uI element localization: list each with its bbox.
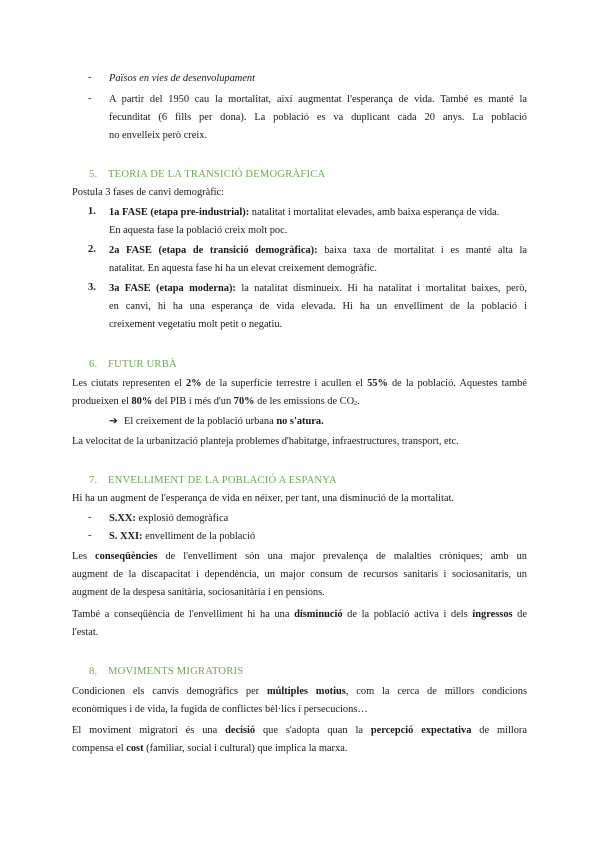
- text-run: produeixen el: [72, 396, 132, 407]
- phase-item-1: [109, 206, 527, 220]
- paragraph-line: Hi ha un augment de l'esperança de vida en néixer, per tant, una disminució de la mortalitat.: [72, 493, 455, 504]
- text-run: El moviment migratori és una: [72, 725, 226, 736]
- arrow-item: [124, 415, 579, 429]
- phase-item-2: [109, 244, 527, 258]
- bold-text: múltiples motius: [266, 686, 346, 697]
- bold-text: percepció expectativa: [370, 725, 472, 736]
- numbered-marker: 3.: [88, 282, 96, 293]
- paragraph-line: [72, 724, 527, 738]
- section-title: TEORIA DE LA TRANSICIÓ DEMOGRÀFICA: [108, 169, 326, 180]
- numbered-marker: 2.: [88, 244, 96, 255]
- paragraph-line: augment de la discapacitat i dependència, un major consum de recursos sanitaris i sociosanitaris, un: [72, 569, 527, 580]
- section-title: ENVELLIMENT DE LA POBLACIÓ A ESPANYA: [108, 475, 337, 486]
- text-run: de les emissions de CO: [254, 396, 355, 407]
- paragraph-line: [72, 550, 527, 564]
- bold-text: ingressos: [472, 609, 513, 620]
- paragraph-line: [72, 608, 527, 622]
- phase-text: baixa taxa de mortalitat i es manté alta la: [317, 245, 527, 256]
- bold-text: no s'atura.: [276, 416, 324, 427]
- paragraph-line: creixement vegetatiu molt petit o negatiu.: [109, 319, 283, 330]
- text-run: Les ciutats representen el: [72, 378, 186, 389]
- text-run: compensa el: [72, 743, 127, 754]
- phase-text: natalitat i mortalitat elevades, amb baixa esperança de vida.: [249, 207, 500, 218]
- paragraph-line: A partir del 1950 cau la mortalitat, així augmentat l'esperança de vida. També es manté la: [109, 94, 527, 105]
- text-run: Condicionen els canvis demogràfics per: [72, 686, 267, 697]
- list-dash: -: [88, 512, 92, 523]
- paragraph-line: [72, 685, 527, 699]
- paragraph-line: [72, 742, 527, 756]
- phase-label: 1a FASE (etapa pre-industrial):: [109, 207, 250, 218]
- list-dash: -: [88, 530, 92, 541]
- bold-value: 2%: [185, 378, 202, 389]
- text-run: explosió demogràfica: [135, 513, 229, 524]
- paragraph-line: l'estat.: [72, 627, 99, 638]
- bold-value: 80%: [131, 396, 153, 407]
- bold-text: disminució: [294, 609, 343, 620]
- phase-text: la natalitat disminueix. Hi ha natalitat i mortalitat baixes, però,: [235, 283, 528, 294]
- phase-label: 3a FASE (etapa moderna):: [109, 283, 236, 294]
- text-run: de la població. Aquestes també: [387, 378, 527, 389]
- section-heading-urban-future: [89, 358, 177, 372]
- numbered-marker: 1.: [88, 206, 96, 217]
- list-item: [109, 530, 527, 544]
- arrow-icon: ➔: [109, 416, 118, 427]
- text-run: (familiar, social i cultural) que implica la marxa.: [143, 743, 348, 754]
- text-run: que s'adopta quan la: [255, 725, 371, 736]
- bold-text: S.XX:: [109, 513, 136, 524]
- paragraph-line: Postula 3 fases de canvi demogràfic:: [72, 187, 225, 198]
- section-number: 5.: [89, 169, 98, 180]
- text-run: de: [512, 609, 527, 620]
- bold-value: 55%: [367, 378, 388, 389]
- bold-value: 70%: [233, 396, 255, 407]
- section-heading-migration: [89, 665, 243, 679]
- text-run: de millora: [471, 725, 527, 736]
- list-dash: -: [88, 72, 92, 83]
- text-run: Les: [72, 551, 96, 562]
- section-number: 6.: [89, 359, 98, 370]
- text-run: del PIB i més d'un: [152, 396, 234, 407]
- text-run: de l'envelliment són una major prevalença de malalties cròniques; amb un: [157, 551, 527, 562]
- list-item-developing-countries: Països en vies de desenvolupament: [109, 73, 256, 84]
- subscript: 2: [354, 401, 358, 407]
- text-run: de la superfície terrestre i acullen el: [201, 378, 368, 389]
- paragraph-line: no envelleix però creix.: [109, 130, 208, 141]
- section-heading-demographic-transition: [89, 168, 325, 182]
- bold-text: decisió: [225, 725, 256, 736]
- text-run: envelliment de la població: [142, 531, 256, 542]
- text-run: També a conseqüència de l'envelliment hi ha una: [72, 609, 295, 620]
- bold-text: cost: [126, 743, 144, 754]
- section-number: 7.: [89, 475, 98, 486]
- text-run: .: [357, 396, 360, 407]
- paragraph-line: augment de la despesa sanitària, sociosanitària i en pensions.: [72, 587, 325, 598]
- section-title: MOVIMENTS MIGRATORIS: [108, 666, 244, 677]
- bold-text: S. XXI:: [109, 531, 143, 542]
- paragraph-line: econòmiques i de vida, la fugida de conflictes bèl·lics i persecucions…: [72, 704, 368, 715]
- phase-label: 2a FASE (etapa de transició demogràfica):: [109, 245, 318, 256]
- bold-text: conseqüències: [95, 551, 158, 562]
- list-dash: -: [88, 93, 92, 104]
- paragraph-line: En aquesta fase la població creix molt poc.: [109, 225, 288, 236]
- paragraph-line: natalitat. En aquesta fase hi ha un elevat creixement demogràfic.: [109, 263, 378, 274]
- section-heading-aging-spain: [89, 474, 337, 488]
- text-run: , com la cerca de millors condicions: [345, 686, 527, 697]
- paragraph-line: La velocitat de la urbanització planteja problemes d'habitatge, infraestructures, transport, etc.: [72, 436, 459, 447]
- list-item: [109, 512, 527, 526]
- text-run: de la població activa i dels: [342, 609, 473, 620]
- text-run: El creixement de la població urbana: [124, 416, 277, 427]
- paragraph-line: [72, 395, 527, 411]
- section-title: FUTUR URBÀ: [108, 359, 177, 370]
- phase-item-3: [109, 282, 527, 296]
- paragraph-line: en canvi, hi ha una esperança de vida elevada. Hi ha un envelliment de la població i: [109, 301, 527, 312]
- paragraph-line: fecunditat (6 fills per dona). La població es va duplicant cada 20 anys. La població: [109, 112, 527, 123]
- paragraph-line: [72, 377, 527, 391]
- section-number: 8.: [89, 666, 98, 677]
